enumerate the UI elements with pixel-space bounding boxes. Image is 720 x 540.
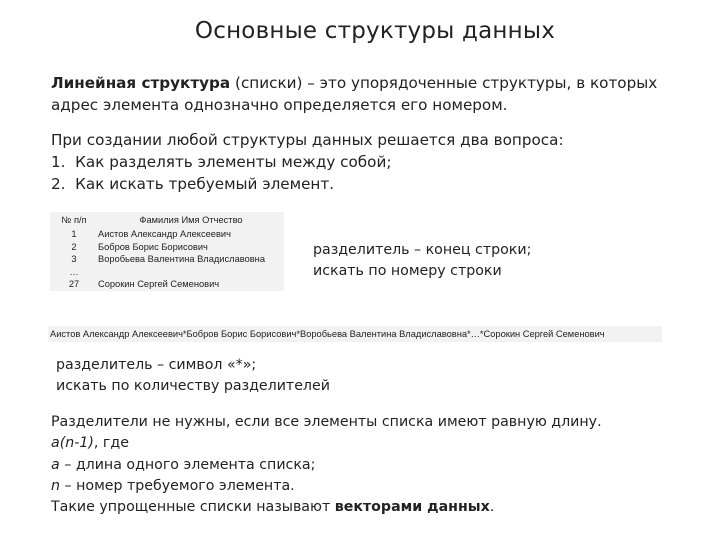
row-number: 3 bbox=[71, 254, 77, 264]
string-note bbox=[56, 355, 330, 397]
table-header-row bbox=[50, 212, 284, 228]
row-number: … bbox=[69, 266, 79, 277]
n-definition: n – номер требуемого элемента. bbox=[51, 477, 295, 494]
vectors-conclusion: Такие упрощенные списки называют векторами данных. bbox=[51, 499, 495, 516]
table-note bbox=[313, 240, 531, 282]
row-number: 27 bbox=[68, 279, 80, 289]
table-row bbox=[50, 266, 284, 279]
header-number: № п/п bbox=[61, 215, 87, 225]
term-data-vectors: векторами данных bbox=[334, 499, 490, 516]
table-row bbox=[50, 241, 284, 254]
term-linear-structure: Линейная структура bbox=[51, 74, 231, 92]
questions-block bbox=[51, 129, 671, 195]
intro-paragraph bbox=[51, 72, 671, 116]
formula-line: a(n-1), где bbox=[51, 435, 129, 452]
row-name: Воробьева Валентина Владиславовна bbox=[98, 254, 265, 264]
formula: a(n-1) bbox=[51, 435, 94, 452]
question-item: 1. Как разделять элементы между собой; bbox=[51, 153, 392, 171]
table-note-line: искать по номеру строки bbox=[313, 263, 502, 279]
string-note-line: искать по количеству разделителей bbox=[56, 378, 330, 394]
row-number: 2 bbox=[71, 241, 77, 252]
row-number: 1 bbox=[71, 229, 77, 239]
slide-title: Основные структуры данных bbox=[194, 18, 556, 44]
questions-lead: При создании любой структуры данных решается два вопроса: bbox=[51, 131, 564, 149]
vectors-paragraph bbox=[51, 412, 691, 518]
table-row bbox=[50, 253, 284, 266]
header-fio: Фамилия Имя Отчество bbox=[139, 215, 243, 225]
table-row bbox=[50, 278, 284, 291]
intro-line-2: адрес элемента однозначно определяется его номером. bbox=[51, 96, 508, 114]
row-name bbox=[98, 266, 284, 279]
row-name: Бобров Борис Борисович bbox=[98, 241, 208, 252]
vectors-line-1: Разделители не нужны, если все элементы списка имеют равную длину. bbox=[51, 414, 602, 430]
table-row bbox=[50, 228, 284, 241]
question-item: 2. Как искать требуемый элемент. bbox=[51, 175, 335, 193]
row-name: Аистов Александр Алексеевич bbox=[98, 229, 231, 239]
intro-line-1: Линейная структура (списки) – это упорядоченные структуры, в которых bbox=[51, 74, 658, 92]
table-note-line: разделитель – конец строки; bbox=[313, 242, 532, 258]
delimited-string: Аистов Александр Алексеевич*Бобров Борис Борисович*Воробьева Валентина Владиславовна*…*Сорокин Сергей Семенович bbox=[48, 326, 662, 342]
row-name: Сорокин Сергей Семенович bbox=[98, 279, 220, 289]
a-definition: a – длина одного элемента списка; bbox=[51, 456, 316, 473]
string-note-line: разделитель – символ «*»; bbox=[56, 357, 257, 373]
names-table bbox=[50, 212, 284, 291]
